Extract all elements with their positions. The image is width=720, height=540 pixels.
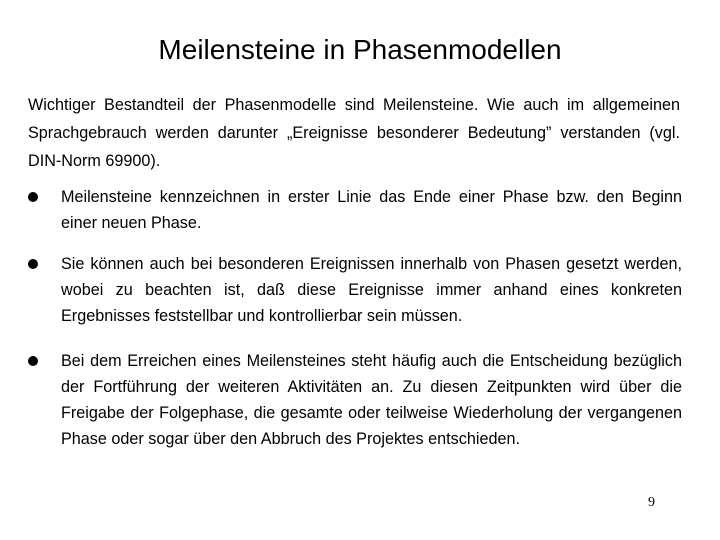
bullet-item xyxy=(28,184,682,236)
bullet-item xyxy=(28,251,682,329)
slide-title: Meilensteine in Phasenmodellen xyxy=(158,34,562,65)
bullet-dot-icon xyxy=(28,192,38,202)
page-number: 9 xyxy=(648,495,655,510)
bullet-dot-icon xyxy=(28,356,38,366)
intro-paragraph: Wichtiger Bestandteil der Phasenmodelle sind Meilensteine. Wie auch im allgemeinen Sprachgebrauch werden darunter „Ereignisse besonderer Bedeutung” verstanden (vgl. DIN-Norm 69900). xyxy=(28,96,680,170)
bullet-list xyxy=(28,184,682,467)
bullet-text: Bei dem Erreichen eines Meilensteines steht häufig auch die Entscheidung bezüglich der Fortführung der weiteren Aktivitäten an. Zu diesen Zeitpunkten wird über die Freigabe der Folgephase, die gesamte oder teilweise Wiederholung der vergangenen Phase oder sogar über den Abbruch des Projektes entschieden. xyxy=(61,352,682,448)
bullet-dot-icon xyxy=(28,259,38,269)
bullet-text: Sie können auch bei besonderen Ereignissen innerhalb von Phasen gesetzt werden, wobei zu beachten ist, daß diese Ereignisse immer anhand eines konkreten Ergebnisses feststellbar und kontrollierbar sein müssen. xyxy=(61,255,682,325)
bullet-item xyxy=(28,348,682,452)
bullet-text: Meilensteine kennzeichnen in erster Linie das Ende einer Phase bzw. den Beginn einer neuen Phase. xyxy=(61,188,682,232)
